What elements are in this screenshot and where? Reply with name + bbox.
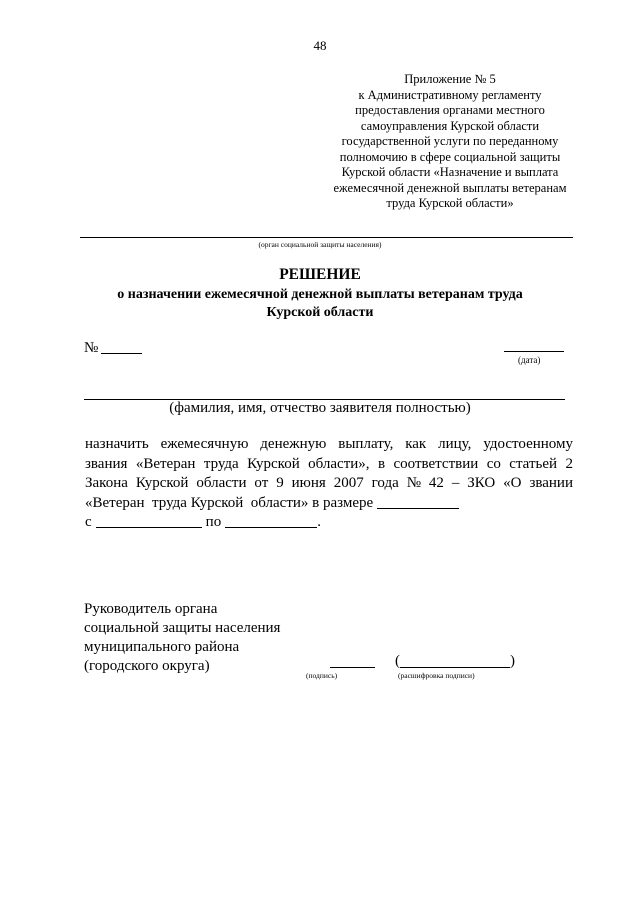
decision-paragraph bbox=[85, 435, 573, 533]
signature-block-line: социальной защиты населения bbox=[84, 620, 281, 636]
document-title: РЕШЕНИЕ bbox=[279, 266, 361, 283]
signature-caption: (подпись) bbox=[306, 671, 338, 680]
appendix-line: полномочию в сфере социальной защиты bbox=[339, 149, 561, 164]
page-number: 48 bbox=[313, 38, 327, 53]
signature-blank bbox=[330, 667, 375, 668]
number-blank bbox=[101, 353, 142, 354]
to-date-blank bbox=[225, 513, 317, 528]
decoding-close-paren: ) bbox=[510, 653, 515, 669]
amount-blank bbox=[377, 494, 459, 509]
appendix-line: Курской области «Назначение и выплата bbox=[341, 165, 559, 179]
from-date-blank bbox=[96, 513, 202, 528]
decoding-caption: (расшифровка подписи) bbox=[398, 671, 475, 680]
appendix-line: ежемесячной денежной выплаты ветеранам bbox=[333, 180, 567, 195]
decoding-blank bbox=[400, 667, 510, 668]
paragraph-line-4: «Ветеран труда Курской области» в размере bbox=[85, 494, 573, 514]
signature-block-line: муниципального района bbox=[84, 639, 240, 655]
appendix-header bbox=[300, 72, 600, 212]
appendix-line: труда Курской области» bbox=[386, 196, 514, 210]
appendix-line: к Административному регламенту bbox=[358, 87, 542, 102]
number-label: № bbox=[84, 340, 99, 356]
signature-block-line: Руководитель органа bbox=[84, 601, 218, 617]
document-subtitle: о назначении ежемесячной денежной выплаты ветеранам труда bbox=[117, 287, 523, 302]
decoding-open-paren: ( bbox=[395, 653, 400, 669]
document-subtitle-line2: Курской области bbox=[266, 305, 374, 320]
signature-block bbox=[84, 600, 280, 676]
appendix-line: предоставления органами местного bbox=[355, 103, 545, 117]
paragraph-line-2: звания «Ветеран труда Курской области», в соответствии со статьей 2 bbox=[85, 455, 573, 472]
date-caption: (дата) bbox=[518, 355, 541, 365]
appendix-line: Приложение № 5 bbox=[404, 72, 496, 86]
paragraph-line-1: назначить ежемесячную денежную выплату, как лицу, удостоенному bbox=[85, 436, 573, 452]
applicant-caption: (фамилия, имя, отчество заявителя полностью) bbox=[169, 400, 471, 416]
appendix-line: государственной услуги по переданному bbox=[341, 134, 559, 148]
signature-block-line: (городского округа) bbox=[84, 658, 210, 674]
date-blank bbox=[504, 351, 564, 352]
paragraph-line-5: с по . bbox=[85, 514, 321, 530]
paragraph-line-3: Закона Курской области от 9 июня 2007 года № 42 – ЗКО «О звании bbox=[85, 475, 573, 491]
appendix-line: самоуправления Курской области bbox=[360, 118, 540, 133]
organ-caption: (орган социальной защиты населения) bbox=[258, 240, 382, 249]
organ-line bbox=[80, 237, 573, 238]
